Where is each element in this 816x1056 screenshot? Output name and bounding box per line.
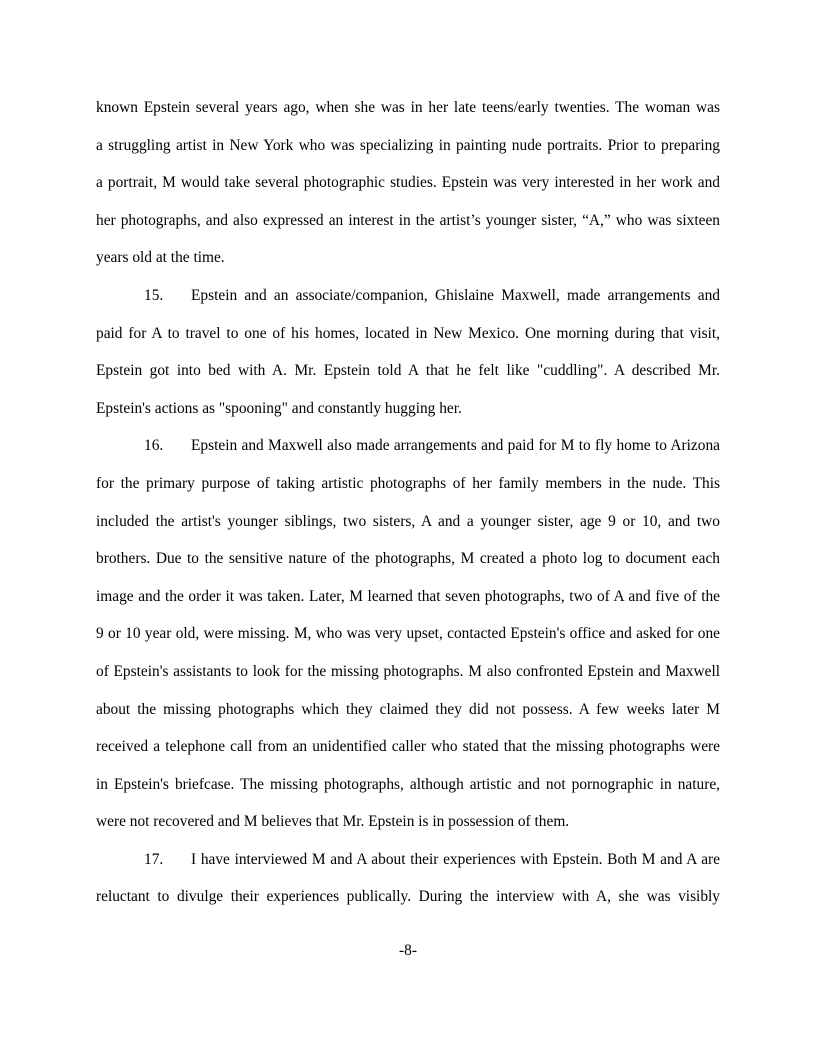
text-line: known Epstein several years ago, when she was in her late teens/early twenties. The woman was — [96, 99, 720, 116]
text-line: in Epstein's briefcase. The missing photographs, although artistic and not pornographic in nature, — [96, 775, 720, 793]
text-line: included the artist's younger siblings, two sisters, A and a younger sister, age 9 or 10, and two — [96, 512, 720, 530]
paragraph-16-first-line — [96, 427, 720, 465]
text-line: for the primary purpose of taking artistic photographs of her family members in the nude. This — [96, 474, 720, 492]
paragraph-text: Epstein and Maxwell also made arrangements and paid for M to fly home to Arizona — [191, 437, 720, 455]
text-line: years old at the time. — [96, 249, 225, 267]
text-line: received a telephone call from an unidentified caller who stated that the missing photographs were — [96, 738, 720, 756]
paragraph-number: 15. — [144, 286, 164, 304]
text-line: were not recovered and M believes that Mr. Epstein is in possession of them. — [96, 813, 570, 831]
paragraph-17-first-line — [96, 841, 720, 879]
text-line: Epstein's actions as "spooning" and constantly hugging her. — [96, 399, 462, 417]
text-line: Epstein got into bed with A. Mr. Epstein told A that he felt like "cuddling". A described Mr. — [96, 362, 720, 380]
text-line: a struggling artist in New York who was specializing in painting nude portraits. Prior to preparing — [96, 136, 720, 154]
text-line: about the missing photographs which they claimed they did not possess. A few weeks later M — [96, 700, 720, 718]
text-line: of Epstein's assistants to look for the missing photographs. M also confronted Epstein and Maxwell — [96, 662, 720, 680]
page-number: -8- — [399, 942, 417, 959]
paragraph-text: Epstein and an associate/companion, Ghislaine Maxwell, made arrangements and — [191, 286, 720, 304]
paragraph-text: I have interviewed M and A about their experiences with Epstein. Both M and A are — [191, 850, 720, 868]
paragraph-number: 16. — [144, 437, 164, 455]
text-line: image and the order it was taken. Later, M learned that seven photographs, two of A and five of the — [96, 587, 720, 605]
text-line: brothers. Due to the sensitive nature of the photographs, M created a photo log to document each — [96, 550, 720, 568]
text-line: her photographs, and also expressed an interest in the artist’s younger sister, “A,” who was sixteen — [96, 211, 720, 229]
text-line: 9 or 10 year old, were missing. M, who was very upset, contacted Epstein's office and asked for one — [96, 625, 720, 643]
paragraph-15-first-line — [96, 277, 720, 315]
text-line: paid for A to travel to one of his homes, located in New Mexico. One morning during that visit, — [96, 324, 720, 342]
paragraph-number: 17. — [144, 850, 164, 868]
document-body — [96, 89, 720, 916]
text-line: a portrait, M would take several photographic studies. Epstein was very interested in her work and — [96, 174, 720, 192]
text-line: reluctant to divulge their experiences publically. During the interview with A, she was visibly — [96, 888, 720, 906]
